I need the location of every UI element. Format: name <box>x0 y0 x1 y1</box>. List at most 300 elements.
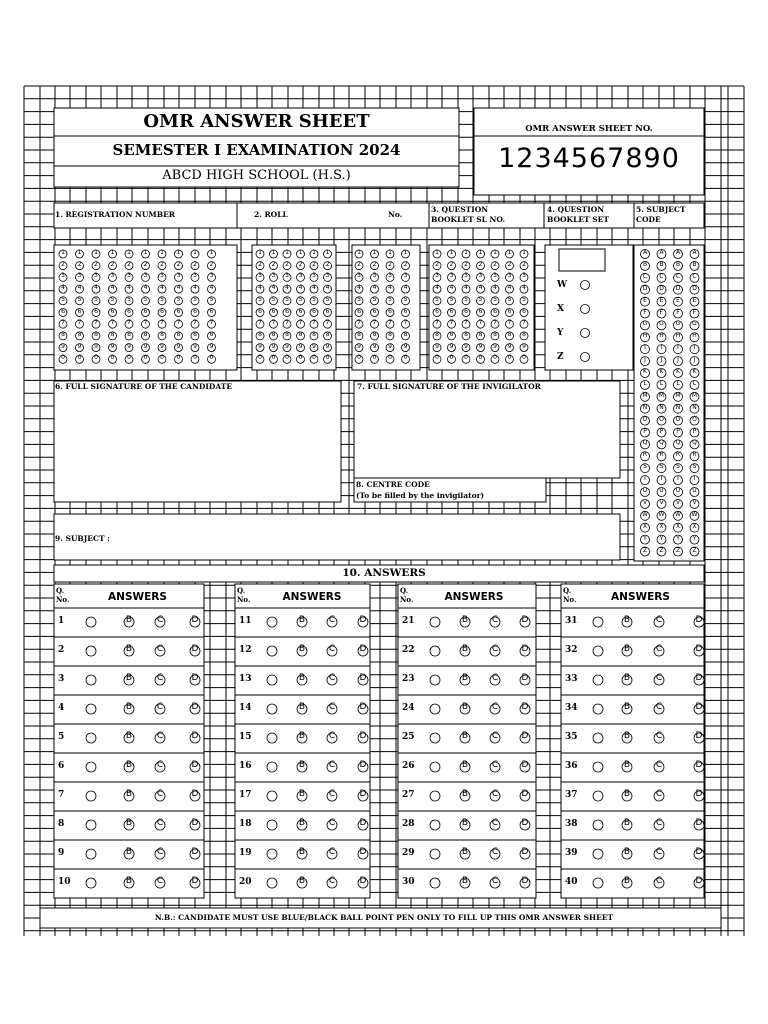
roll-digit-label[interactable]: 0 <box>258 354 262 362</box>
registration-digit-label[interactable]: 7 <box>94 319 98 327</box>
booklet-sl-digit-label[interactable]: 2 <box>449 260 454 268</box>
booklet-sl-digit-label[interactable]: 6 <box>478 307 483 315</box>
answer-choice-label[interactable]: B <box>623 760 631 770</box>
subject-code-letter[interactable]: U <box>642 487 648 494</box>
answer-choice-label[interactable]: D <box>359 702 367 712</box>
roll-digit-label[interactable]: 4 <box>298 284 303 292</box>
registration-digit-label[interactable]: 2 <box>143 260 148 268</box>
booklet-sl-digit-label[interactable]: 9 <box>435 342 439 350</box>
answer-bubble[interactable] <box>430 704 440 714</box>
answer-bubble[interactable] <box>430 849 440 859</box>
subject-code-letter[interactable]: N <box>642 403 648 411</box>
answer-choice-label[interactable]: D <box>359 644 367 654</box>
subject-code-letter[interactable]: M <box>691 391 698 399</box>
subject-code-letter[interactable]: B <box>659 260 664 268</box>
roll-digit-label[interactable]: 7 <box>403 319 408 327</box>
answer-choice-label[interactable]: D <box>521 702 529 712</box>
roll-digit-label[interactable]: 4 <box>325 284 330 292</box>
booklet-sl-digit-label[interactable]: 7 <box>522 319 526 327</box>
subject-code-letter[interactable]: V <box>675 498 681 506</box>
roll-digit-label[interactable]: 1 <box>258 249 262 256</box>
answer-choice-label[interactable]: D <box>695 789 703 799</box>
answer-bubble[interactable] <box>86 820 96 830</box>
registration-digit-label[interactable]: 5 <box>193 295 197 303</box>
answer-choice-label[interactable]: B <box>623 702 631 712</box>
booklet-sl-digit-label[interactable]: 9 <box>449 342 454 350</box>
subject-code-letter[interactable]: S <box>692 463 697 471</box>
answer-choice-label[interactable]: B <box>125 876 133 886</box>
roll-digit-label[interactable]: 0 <box>325 354 330 362</box>
subject-code-letter[interactable]: D <box>659 284 664 292</box>
subject-code-letter[interactable]: A <box>675 249 681 256</box>
answer-choice-label[interactable]: D <box>521 731 529 741</box>
booklet-sl-digit-label[interactable]: 9 <box>478 342 483 350</box>
roll-digit-label[interactable]: 9 <box>388 342 392 350</box>
subject-code-letter[interactable]: G <box>675 320 681 328</box>
answer-choice-label[interactable]: C <box>156 615 164 625</box>
registration-digit-label[interactable]: 6 <box>176 307 181 315</box>
registration-digit-label[interactable]: 6 <box>127 307 131 315</box>
registration-digit-label[interactable]: 1 <box>176 249 181 256</box>
roll-digit-label[interactable]: 1 <box>298 249 303 256</box>
subject-code-letter[interactable]: Z <box>692 546 697 554</box>
answer-choice-label[interactable]: C <box>328 847 336 857</box>
registration-digit-label[interactable]: 6 <box>61 307 65 315</box>
roll-digit-label[interactable]: 0 <box>298 354 303 362</box>
answer-choice-label[interactable]: B <box>125 760 133 770</box>
booklet-sl-digit-label[interactable]: 3 <box>507 272 512 280</box>
subject-code-letter[interactable]: R <box>692 451 697 459</box>
booklet-sl-digit-label[interactable]: 0 <box>478 354 483 362</box>
roll-digit-label[interactable]: 6 <box>403 307 408 315</box>
answer-choice-label[interactable]: B <box>125 731 133 741</box>
registration-digit-label[interactable]: 8 <box>143 330 148 338</box>
answer-choice-label[interactable]: C <box>328 644 336 654</box>
answer-bubble[interactable] <box>86 878 96 888</box>
booklet-sl-digit-label[interactable]: 6 <box>507 307 512 315</box>
answer-choice-label[interactable]: C <box>491 876 499 886</box>
subject-code-letter[interactable]: B <box>642 260 648 268</box>
registration-digit-label[interactable]: 8 <box>110 330 115 338</box>
roll-digit-label[interactable]: 6 <box>357 307 361 315</box>
answer-bubble[interactable] <box>430 733 440 743</box>
answer-bubble[interactable] <box>430 675 440 685</box>
registration-digit-label[interactable]: 9 <box>61 342 65 350</box>
answer-choice-label[interactable]: B <box>461 702 469 712</box>
registration-digit-label[interactable]: 6 <box>143 307 148 315</box>
registration-digit-label[interactable]: 9 <box>94 342 98 350</box>
registration-digit-label[interactable]: 6 <box>110 307 115 315</box>
roll-digit-label[interactable]: 0 <box>403 354 408 362</box>
registration-digit-label[interactable]: 5 <box>77 295 82 303</box>
roll-digit-label[interactable]: 3 <box>271 272 276 280</box>
registration-digit-label[interactable]: 8 <box>160 330 164 338</box>
subject-code-letter[interactable]: I <box>693 344 696 352</box>
answer-choice-label[interactable]: C <box>328 760 336 770</box>
roll-digit-label[interactable]: 4 <box>357 284 361 292</box>
roll-digit-label[interactable]: 9 <box>271 342 276 350</box>
answer-choice-label[interactable]: C <box>156 760 164 770</box>
roll-digit-label[interactable]: 8 <box>403 330 408 338</box>
registration-digit-label[interactable]: 5 <box>127 295 131 303</box>
answer-choice-label[interactable]: B <box>125 673 133 683</box>
booklet-sl-digit-label[interactable]: 1 <box>522 249 526 256</box>
subject-code-letter[interactable]: D <box>692 284 697 292</box>
booklet-sl-digit-label[interactable]: 6 <box>435 307 439 315</box>
registration-digit-label[interactable]: 0 <box>77 354 82 362</box>
answer-choice-label[interactable]: D <box>191 673 199 683</box>
subject-code-letter[interactable]: A <box>659 249 664 256</box>
subject-code-letter[interactable]: R <box>659 451 664 459</box>
subject-code-letter[interactable]: G <box>642 320 648 328</box>
answer-choice-label[interactable]: B <box>461 615 469 625</box>
roll-digit-label[interactable]: 4 <box>258 284 262 292</box>
subject-code-letter[interactable]: P <box>643 427 647 435</box>
subject-code-letter[interactable]: X <box>642 522 648 530</box>
roll-digit-label[interactable]: 7 <box>312 319 316 327</box>
roll-digit-label[interactable]: 3 <box>298 272 303 280</box>
booklet-sl-digit-label[interactable]: 5 <box>522 295 526 303</box>
registration-digit-label[interactable]: 5 <box>160 295 164 303</box>
subject-code-letter[interactable]: M <box>642 391 648 399</box>
subject-code-letter[interactable]: Y <box>676 534 680 542</box>
subject-code-letter[interactable]: D <box>675 284 681 292</box>
booklet-sl-digit-label[interactable]: 2 <box>507 260 512 268</box>
set-bubble-z[interactable] <box>581 353 590 362</box>
subject-code-letter[interactable]: F <box>692 308 697 316</box>
answer-bubble[interactable] <box>267 878 277 888</box>
booklet-sl-digit-label[interactable]: 2 <box>493 260 497 268</box>
booklet-sl-digit-label[interactable]: 2 <box>435 260 439 268</box>
registration-digit-label[interactable]: 0 <box>127 354 131 362</box>
answer-choice-label[interactable]: D <box>521 615 529 625</box>
answer-bubble[interactable] <box>430 791 440 801</box>
answer-choice-label[interactable]: B <box>461 818 469 828</box>
roll-digit-label[interactable]: 6 <box>372 307 377 315</box>
registration-digit-label[interactable]: 8 <box>77 330 82 338</box>
subject-code-letter[interactable]: W <box>675 510 681 518</box>
roll-digit-label[interactable]: 5 <box>403 295 408 303</box>
registration-digit-label[interactable]: 7 <box>61 319 65 327</box>
registration-digit-label[interactable]: 4 <box>209 284 214 292</box>
registration-digit-label[interactable]: 1 <box>110 249 115 256</box>
registration-digit-label[interactable]: 1 <box>143 249 148 256</box>
registration-digit-label[interactable]: 3 <box>143 272 148 280</box>
subject-code-letter[interactable]: J <box>660 356 663 364</box>
subject-code-letter[interactable]: T <box>643 475 647 483</box>
answer-bubble[interactable] <box>86 646 96 656</box>
roll-digit-label[interactable]: 3 <box>388 272 392 280</box>
subject-code-letter[interactable]: F <box>676 308 680 316</box>
subject-code-letter[interactable]: Z <box>659 546 664 554</box>
answer-choice-label[interactable]: C <box>491 731 499 741</box>
roll-digit-label[interactable]: 8 <box>357 330 361 338</box>
subject-code-letter[interactable]: X <box>675 522 681 530</box>
roll-digit-label[interactable]: 8 <box>271 330 276 338</box>
roll-digit-label[interactable]: 2 <box>357 260 361 268</box>
booklet-sl-digit-label[interactable]: 4 <box>507 284 512 292</box>
registration-digit-label[interactable]: 8 <box>176 330 181 338</box>
registration-digit-label[interactable]: 4 <box>193 284 197 292</box>
answer-choice-label[interactable]: B <box>461 789 469 799</box>
registration-digit-label[interactable]: 4 <box>77 284 82 292</box>
answer-bubble[interactable] <box>593 675 603 685</box>
answer-bubble[interactable] <box>267 820 277 830</box>
answer-choice-label[interactable]: B <box>125 644 133 654</box>
registration-digit-label[interactable]: 3 <box>110 272 115 280</box>
roll-digit-label[interactable]: 7 <box>271 319 276 327</box>
answer-choice-label[interactable]: D <box>191 760 199 770</box>
answer-choice-label[interactable]: B <box>298 731 306 741</box>
answer-choice-label[interactable]: C <box>156 731 164 741</box>
booklet-sl-digit-label[interactable]: 0 <box>435 354 439 362</box>
booklet-sl-digit-label[interactable]: 3 <box>522 272 526 280</box>
subject-code-letter[interactable]: R <box>642 451 648 459</box>
answer-bubble[interactable] <box>267 617 277 627</box>
booklet-sl-digit-label[interactable]: 3 <box>435 272 439 280</box>
registration-digit-label[interactable]: 8 <box>94 330 98 338</box>
answer-choice-label[interactable]: B <box>298 847 306 857</box>
subject-code-letter[interactable]: J <box>644 356 646 364</box>
subject-code-letter[interactable]: W <box>642 510 648 518</box>
answer-choice-label[interactable]: D <box>695 760 703 770</box>
roll-digit-label[interactable]: 5 <box>325 295 330 303</box>
subject-code-letter[interactable]: N <box>659 403 664 411</box>
subject-code-letter[interactable]: F <box>643 308 647 316</box>
answer-choice-label[interactable]: B <box>623 731 631 741</box>
answer-choice-label[interactable]: B <box>298 789 306 799</box>
roll-digit-label[interactable]: 6 <box>388 307 392 315</box>
subject-code-letter[interactable]: O <box>692 415 697 423</box>
subject-code-letter[interactable]: H <box>659 332 664 340</box>
set-bubble-x[interactable] <box>581 305 590 314</box>
roll-digit-label[interactable]: 7 <box>285 319 289 327</box>
answer-bubble[interactable] <box>593 704 603 714</box>
subject-code-letter[interactable]: Q <box>642 439 648 447</box>
answer-choice-label[interactable]: C <box>655 760 663 770</box>
answer-choice-label[interactable]: B <box>298 818 306 828</box>
roll-digit-label[interactable]: 8 <box>285 330 289 338</box>
registration-digit-label[interactable]: 9 <box>176 342 181 350</box>
subject-code-letter[interactable]: H <box>642 332 648 340</box>
subject-code-letter[interactable]: A <box>692 249 697 256</box>
subject-code-letter[interactable]: W <box>691 510 698 518</box>
subject-code-letter[interactable]: C <box>675 272 681 280</box>
roll-digit-label[interactable]: 1 <box>388 249 392 256</box>
roll-digit-label[interactable]: 0 <box>312 354 316 362</box>
answer-choice-label[interactable]: B <box>461 876 469 886</box>
answer-bubble[interactable] <box>86 704 96 714</box>
roll-digit-label[interactable]: 2 <box>403 260 408 268</box>
subject-code-letter[interactable]: L <box>659 379 664 387</box>
registration-digit-label[interactable]: 6 <box>209 307 214 315</box>
subject-code-letter[interactable]: N <box>692 403 697 411</box>
registration-digit-label[interactable]: 1 <box>193 249 197 256</box>
roll-digit-label[interactable]: 5 <box>271 295 276 303</box>
answer-choice-label[interactable]: C <box>491 789 499 799</box>
roll-digit-label[interactable]: 1 <box>325 249 330 256</box>
booklet-sl-digit-label[interactable]: 1 <box>507 249 512 256</box>
subject-code-letter[interactable]: S <box>659 463 664 471</box>
answer-choice-label[interactable]: B <box>125 702 133 712</box>
roll-digit-label[interactable]: 7 <box>357 319 361 327</box>
roll-digit-label[interactable]: 8 <box>298 330 303 338</box>
registration-digit-label[interactable]: 8 <box>61 330 65 338</box>
registration-digit-label[interactable]: 5 <box>209 295 214 303</box>
answer-choice-label[interactable]: D <box>359 789 367 799</box>
answer-choice-label[interactable]: C <box>655 702 663 712</box>
answer-choice-label[interactable]: C <box>655 673 663 683</box>
registration-digit-label[interactable]: 9 <box>110 342 115 350</box>
subject-code-letter[interactable]: Z <box>675 546 681 554</box>
answer-choice-label[interactable]: C <box>655 615 663 625</box>
booklet-sl-digit-label[interactable]: 4 <box>464 284 468 292</box>
subject-code-letter[interactable]: D <box>642 284 648 292</box>
registration-digit-label[interactable]: 2 <box>77 260 82 268</box>
subject-code-letter[interactable]: Q <box>659 439 664 447</box>
booklet-sl-digit-label[interactable]: 6 <box>464 307 468 315</box>
answer-choice-label[interactable]: C <box>491 702 499 712</box>
booklet-sl-digit-label[interactable]: 1 <box>435 249 439 256</box>
answer-choice-label[interactable]: C <box>491 644 499 654</box>
registration-digit-label[interactable]: 3 <box>127 272 131 280</box>
registration-digit-label[interactable]: 0 <box>110 354 115 362</box>
roll-digit-label[interactable]: 9 <box>372 342 377 350</box>
booklet-sl-digit-label[interactable]: 3 <box>464 272 468 280</box>
subject-code-letter[interactable]: I <box>677 344 679 352</box>
roll-digit-label[interactable]: 8 <box>312 330 316 338</box>
answer-bubble[interactable] <box>593 762 603 772</box>
roll-digit-label[interactable]: 7 <box>325 319 330 327</box>
booklet-sl-digit-label[interactable]: 1 <box>449 249 454 256</box>
answer-choice-label[interactable]: C <box>655 818 663 828</box>
answer-choice-label[interactable]: B <box>125 789 133 799</box>
booklet-sl-digit-label[interactable]: 0 <box>522 354 526 362</box>
booklet-sl-digit-label[interactable]: 4 <box>435 284 439 292</box>
roll-digit-label[interactable]: 2 <box>271 260 276 268</box>
registration-digit-label[interactable]: 2 <box>209 260 214 268</box>
roll-digit-label[interactable]: 7 <box>298 319 303 327</box>
registration-digit-label[interactable]: 7 <box>77 319 82 327</box>
answer-choice-label[interactable]: D <box>359 847 367 857</box>
subject-code-letter[interactable]: U <box>692 487 697 494</box>
registration-digit-label[interactable]: 7 <box>143 319 148 327</box>
answer-choice-label[interactable]: D <box>695 876 703 886</box>
booklet-sl-digit-label[interactable]: 2 <box>464 260 468 268</box>
roll-digit-label[interactable]: 4 <box>403 284 408 292</box>
subject-code-letter[interactable]: E <box>692 296 697 304</box>
subject-code-letter[interactable]: P <box>659 427 664 435</box>
roll-digit-label[interactable]: 9 <box>403 342 408 350</box>
subject-code-letter[interactable]: K <box>692 368 697 375</box>
roll-digit-label[interactable]: 2 <box>325 260 330 268</box>
answer-choice-label[interactable]: C <box>328 818 336 828</box>
subject-code-letter[interactable]: H <box>692 332 697 340</box>
subject-code-letter[interactable]: Z <box>642 546 648 554</box>
subject-code-letter[interactable]: L <box>692 379 697 387</box>
answer-choice-label[interactable]: C <box>328 731 336 741</box>
registration-digit-label[interactable]: 9 <box>209 342 214 350</box>
roll-digit-label[interactable]: 6 <box>312 307 316 315</box>
answer-bubble[interactable] <box>430 617 440 627</box>
answer-bubble[interactable] <box>593 791 603 801</box>
registration-digit-label[interactable]: 4 <box>176 284 181 292</box>
answer-bubble[interactable] <box>267 791 277 801</box>
registration-digit-label[interactable]: 1 <box>209 249 214 256</box>
roll-digit-label[interactable]: 0 <box>372 354 377 362</box>
answer-choice-label[interactable]: D <box>359 818 367 828</box>
answer-bubble[interactable] <box>430 878 440 888</box>
registration-digit-label[interactable]: 8 <box>127 330 131 338</box>
booklet-sl-digit-label[interactable]: 6 <box>449 307 454 315</box>
registration-digit-label[interactable]: 2 <box>127 260 131 268</box>
answer-choice-label[interactable]: B <box>623 673 631 683</box>
registration-digit-label[interactable]: 4 <box>127 284 131 292</box>
answer-bubble[interactable] <box>267 733 277 743</box>
subject-code-letter[interactable]: X <box>692 522 697 530</box>
answer-choice-label[interactable]: C <box>655 847 663 857</box>
roll-digit-label[interactable]: 3 <box>258 272 262 280</box>
subject-code-letter[interactable]: V <box>659 498 664 506</box>
registration-digit-label[interactable]: 3 <box>77 272 82 280</box>
booklet-sl-digit-label[interactable]: 7 <box>507 319 512 327</box>
answer-choice-label[interactable]: D <box>521 673 529 683</box>
answer-choice-label[interactable]: B <box>461 644 469 654</box>
answer-choice-label[interactable]: B <box>298 702 306 712</box>
answer-choice-label[interactable]: B <box>298 760 306 770</box>
roll-digit-label[interactable]: 2 <box>388 260 392 268</box>
answer-choice-label[interactable]: D <box>521 818 529 828</box>
subject-code-letter[interactable]: A <box>642 249 648 256</box>
booklet-sl-digit-label[interactable]: 6 <box>522 307 526 315</box>
booklet-sl-digit-label[interactable]: 9 <box>464 342 468 350</box>
answer-bubble[interactable] <box>593 878 603 888</box>
subject-code-letter[interactable]: X <box>659 522 664 530</box>
subject-code-letter[interactable]: R <box>675 451 681 459</box>
booklet-sl-digit-label[interactable]: 7 <box>464 319 468 327</box>
answer-choice-label[interactable]: C <box>156 702 164 712</box>
booklet-sl-digit-label[interactable]: 4 <box>449 284 454 292</box>
roll-digit-label[interactable]: 2 <box>298 260 303 268</box>
subject-code-letter[interactable]: J <box>693 356 696 364</box>
answer-choice-label[interactable]: D <box>191 702 199 712</box>
roll-digit-label[interactable]: 6 <box>325 307 330 315</box>
booklet-sl-digit-label[interactable]: 8 <box>435 330 439 338</box>
booklet-sl-digit-label[interactable]: 8 <box>464 330 468 338</box>
roll-digit-label[interactable]: 9 <box>325 342 330 350</box>
roll-digit-label[interactable]: 5 <box>357 295 361 303</box>
booklet-sl-digit-label[interactable]: 1 <box>478 249 483 256</box>
subject-code-letter[interactable]: T <box>692 475 697 483</box>
subject-code-letter[interactable]: B <box>692 260 697 268</box>
answer-choice-label[interactable]: D <box>359 876 367 886</box>
answer-choice-label[interactable]: C <box>328 702 336 712</box>
booklet-sl-digit-label[interactable]: 5 <box>464 295 468 303</box>
answer-choice-label[interactable]: B <box>125 818 133 828</box>
roll-digit-label[interactable]: 2 <box>312 260 316 268</box>
set-bubble-y[interactable] <box>581 329 590 338</box>
answer-bubble[interactable] <box>593 617 603 627</box>
booklet-sl-digit-label[interactable]: 1 <box>464 249 468 256</box>
roll-digit-label[interactable]: 6 <box>298 307 303 315</box>
registration-digit-label[interactable]: 1 <box>127 249 131 256</box>
registration-digit-label[interactable]: 6 <box>77 307 82 315</box>
answer-choice-label[interactable]: B <box>623 644 631 654</box>
subject-code-letter[interactable]: S <box>676 463 680 471</box>
roll-digit-label[interactable]: 7 <box>258 319 262 327</box>
booklet-sl-digit-label[interactable]: 8 <box>522 330 526 338</box>
roll-digit-label[interactable]: 5 <box>388 295 392 303</box>
